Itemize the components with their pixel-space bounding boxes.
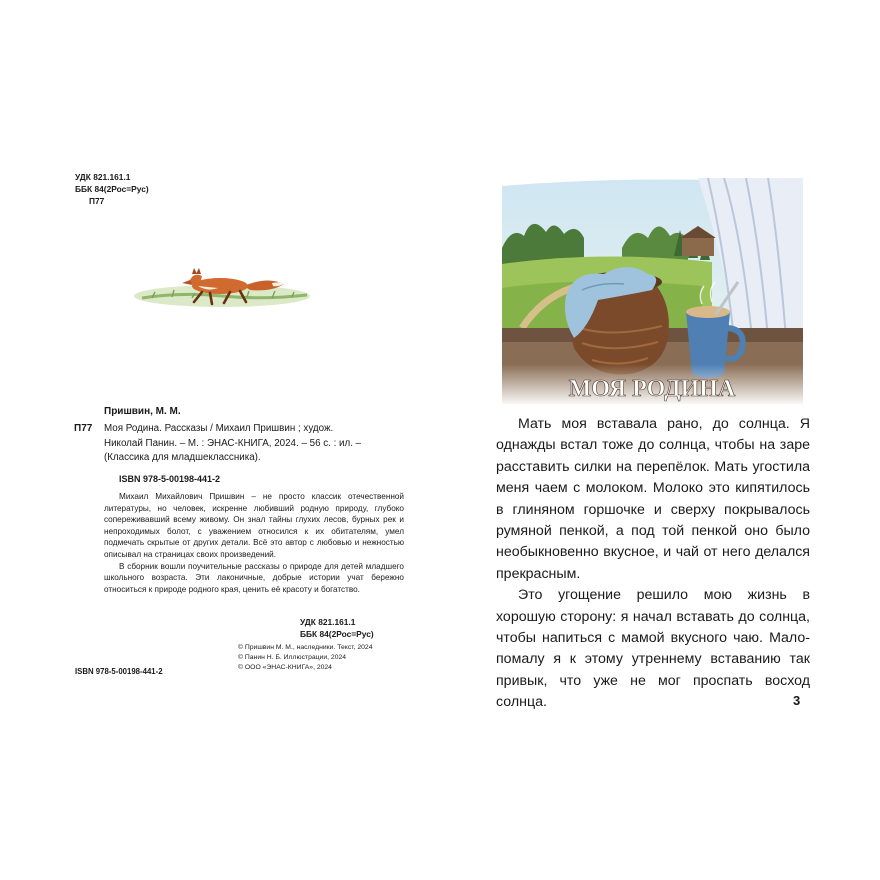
isbn: ISBN 978-5-00198-441-2 bbox=[119, 474, 221, 484]
illustration-title: МОЯ РОДИНА bbox=[568, 376, 736, 402]
bibliographic-description bbox=[104, 422, 404, 466]
isbn-bottom: ISBN 978-5-00198-441-2 bbox=[75, 667, 163, 676]
story-text bbox=[496, 414, 810, 714]
author-sign: П77 bbox=[89, 196, 105, 206]
window-landscape-illustration bbox=[502, 178, 803, 404]
fox-illustration bbox=[132, 262, 312, 310]
author-sign-repeat: П77 bbox=[74, 423, 93, 434]
biblio-line: (Классика для младшеклассника). bbox=[104, 452, 261, 464]
copyright-block bbox=[238, 643, 372, 673]
udk-code-bottom: УДК 821.161.1 bbox=[300, 617, 356, 627]
classification-bottom bbox=[300, 616, 374, 640]
classification-top bbox=[75, 171, 149, 207]
bbk-code: ББК 84(2Рос=Рус) bbox=[75, 184, 149, 194]
bbk-code-bottom: ББК 84(2Рос=Рус) bbox=[300, 629, 374, 639]
copyright-line: © ООО «ЭНАС-КНИГА», 2024 bbox=[238, 664, 332, 671]
annotation-paragraph: В сборник вошли поучительные рассказы о природе для детей младшего школьного возраста. Эти лаконичные, добрые истории учат бережно относиться к природе родного края, ценить её красоту и богатство. bbox=[104, 561, 404, 594]
right-page bbox=[440, 0, 880, 880]
biblio-line: Николай Панин. – М. : ЭНАС-КНИГА, 2024. – 56 с. : ил. – bbox=[104, 437, 362, 449]
udk-code: УДК 821.161.1 bbox=[75, 172, 131, 182]
biblio-line: Моя Родина. Рассказы / Михаил Пришвин ; худож. bbox=[104, 423, 334, 434]
copyright-line: © Пришвин М. М., наследники. Текст, 2024 bbox=[238, 644, 373, 651]
page-number: 3 bbox=[793, 693, 801, 708]
author-name: Пришвин, М. М. bbox=[104, 406, 181, 417]
story-paragraph: Это угощение решило мою жизнь в хорошую сторону: я начал вставать до солнца, чтобы напиться с мамой вкусного чаю. Мало-помалу я к этому утреннему вставанию так привык, что уже не мог проспать восход солнца. bbox=[496, 587, 810, 711]
story-paragraph: Мать моя вставала рано, до солнца. Я однажды встал тоже до солнца, чтобы на заре расставить силки на перепёлок. Мать угостила меня чаем с молоком. Молоко это кипятилось в глиняном горшочке и сверху покрывалось румяной пенкой, а под той пенкой оно было необыкновенно вкусное, и чай от него делался прекрасным. bbox=[496, 416, 810, 582]
annotation-paragraph: Михаил Михайлович Пришвин – не просто классик отечественной литературы, но человек, искренне любивший родную природу, глубоко сопереживавший всему живому. Он знал тайны глухих лесов, бурных рек и непроходимых болот, с уважением относился к их обитателям, умел подмечать скрытые от других детали. Всё это автор с любовью и нежностью описывал на страницах своих произведений. bbox=[104, 492, 404, 559]
annotation bbox=[104, 491, 404, 595]
copyright-line: © Панин Н. Б. Иллюстрации, 2024 bbox=[238, 654, 347, 661]
